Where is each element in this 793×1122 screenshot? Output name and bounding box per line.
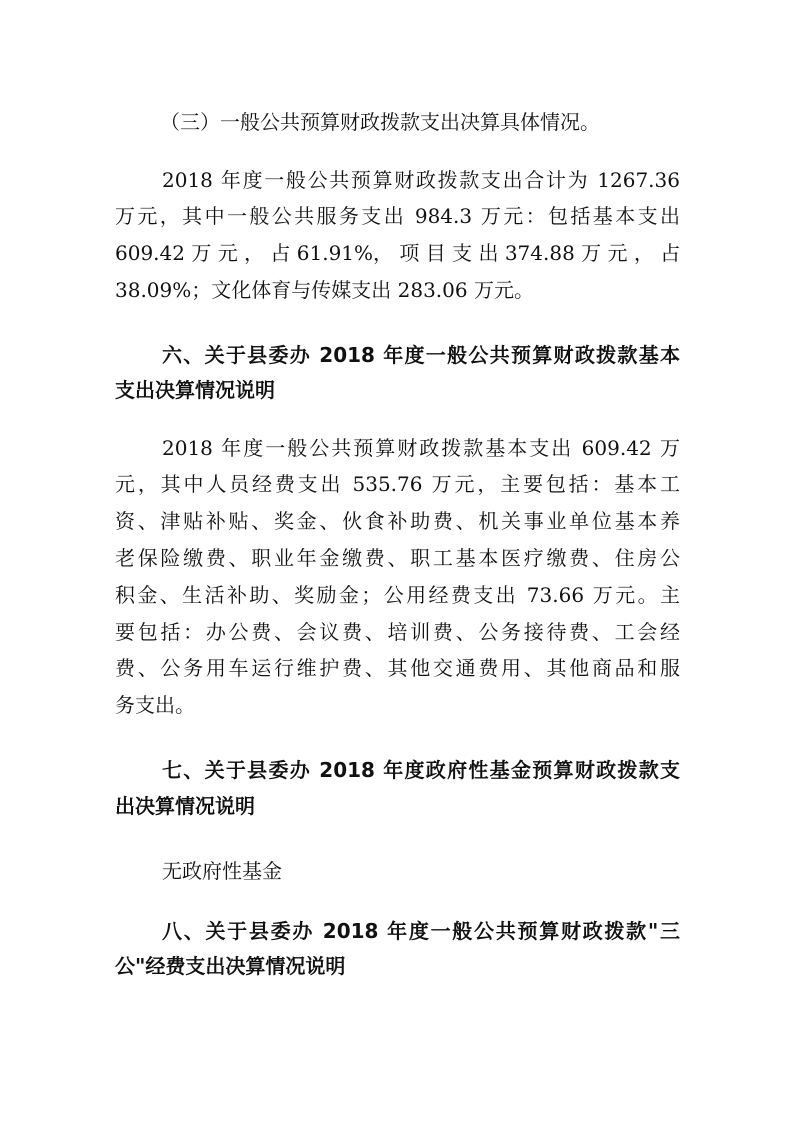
paragraph-line: 务支出。 — [115, 693, 195, 717]
section-heading-6: 六、关于县委办 2018 年度一般公共预算财政拨款基本 — [162, 343, 680, 367]
paragraph-line: 无政府性基金 — [162, 859, 282, 883]
section-heading-8-cont: 公"经费支出决算情况说明 — [115, 954, 346, 978]
paragraph-line: 2018 年度一般公共预算财政拨款支出合计为 1267.36 — [162, 168, 680, 192]
sub-heading: （三）一般公共预算财政拨款支出决算具体情况。 — [160, 110, 600, 134]
paragraph-line: 38.09%；文化体育与传媒支出 283.06 万元。 — [115, 278, 534, 302]
paragraph-line: 2018 年度一般公共预算财政拨款基本支出 609.42 万 — [162, 436, 680, 460]
paragraph-line: 费、公务用车运行维护费、其他交通费用、其他商品和服 — [115, 656, 680, 680]
section-heading-7-cont: 出决算情况说明 — [115, 794, 255, 818]
section-heading-8: 八、关于县委办 2018 年度一般公共预算财政拨款"三 — [162, 919, 680, 943]
paragraph-line: 资、津贴补贴、奖金、伙食补助费、机关事业单位基本养 — [115, 509, 680, 533]
paragraph-line: 老保险缴费、职业年金缴费、职工基本医疗缴费、住房公 — [115, 546, 680, 570]
section-heading-7: 七、关于县委办 2018 年度政府性基金预算财政拨款支 — [162, 758, 680, 782]
paragraph-line: 万元，其中一般公共服务支出 984.3 万元：包括基本支出 — [115, 204, 680, 228]
paragraph-line: 609.42 万 元 ， 占 61.91%， 项 目 支 出 374.88 万 元 ， 占 — [115, 241, 681, 265]
paragraph-line: 要包括：办公费、会议费、培训费、公务接待费、工会经 — [115, 620, 680, 644]
section-heading-6-cont: 支出决算情况说明 — [115, 378, 275, 402]
paragraph-line: 积金、生活补助、奖励金；公用经费支出 73.66 万元。主 — [115, 583, 680, 607]
paragraph-line: 元，其中人员经费支出 535.76 万元，主要包括：基本工 — [115, 472, 680, 496]
